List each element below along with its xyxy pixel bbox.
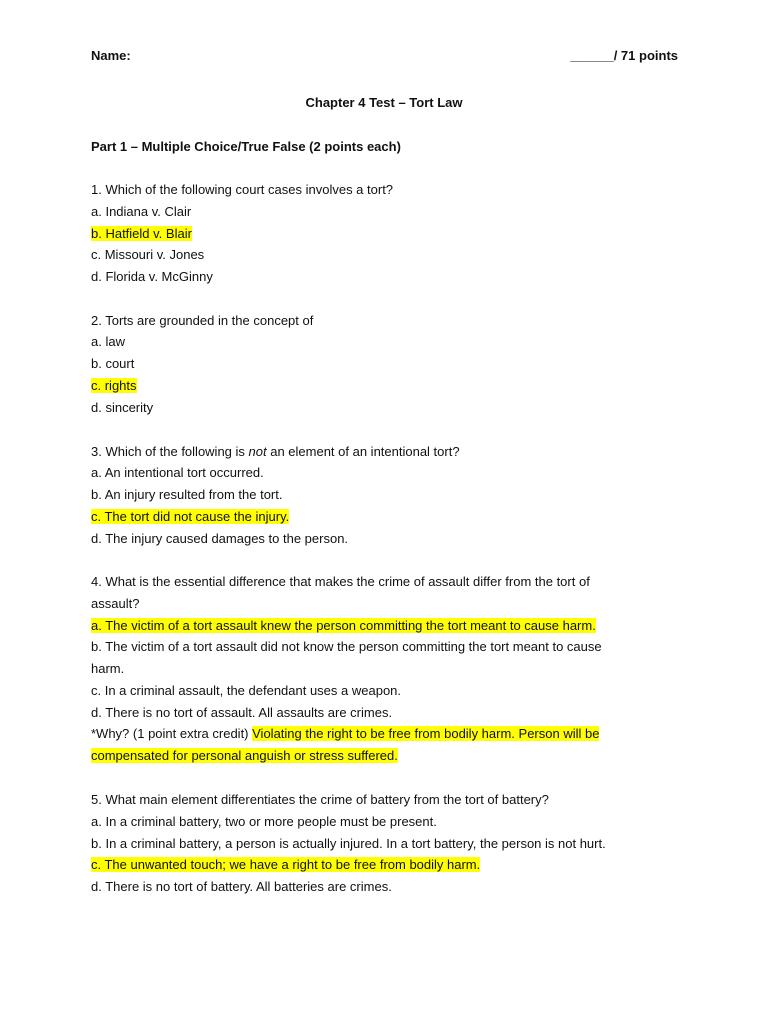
points-total: ______/ 71 points (570, 48, 678, 63)
q3-option-c (91, 508, 289, 526)
q4-option-a (91, 617, 596, 635)
q4-option-b-line-2: harm. (91, 661, 125, 676)
test-title: Chapter 4 Test – Tort Law (305, 95, 463, 110)
q1-option-a: a. Indiana v. Clair (91, 204, 192, 219)
q5-option-a: a. In a criminal battery, two or more people must be present. (91, 814, 437, 829)
q1-option-d: d. Florida v. McGinny (91, 269, 213, 284)
q3-option-a: a. An intentional tort occurred. (91, 465, 264, 480)
question-1: 1. Which of the following court cases involves a tort? (91, 182, 394, 197)
q2-option-b: b. court (91, 356, 135, 371)
q5-option-c (91, 856, 480, 874)
q1-option-c: c. Missouri v. Jones (91, 247, 205, 262)
q3-text-pre: 3. Which of the following is (91, 444, 249, 459)
q3-emphasis: not (248, 444, 267, 459)
q4-why-line-1 (91, 725, 599, 743)
question-3 (91, 443, 460, 461)
q4-why-line-2 (91, 747, 398, 765)
q3-text-post: an element of an intentional tort? (266, 444, 460, 459)
question-4-line-1: 4. What is the essential difference that makes the crime of assault differ from the tort of (91, 574, 590, 589)
answer-highlight: a. The victim of a tort assault knew the person committing the tort meant to cause harm. (91, 618, 596, 633)
name-label: Name: (91, 48, 131, 63)
part-heading: Part 1 – Multiple Choice/True False (2 points each) (91, 139, 401, 154)
question-4-line-2: assault? (91, 596, 140, 611)
answer-highlight: c. The tort did not cause the injury. (91, 509, 290, 524)
q4-option-d: d. There is no tort of assault. All assaults are crimes. (91, 705, 393, 720)
answer-highlight: c. The unwanted touch; we have a right to be free from bodily harm. (91, 857, 481, 872)
q5-option-b: b. In a criminal battery, a person is actually injured. In a tort battery, the person is not hurt. (91, 836, 606, 851)
q2-option-d: d. sincerity (91, 400, 154, 415)
why-label: *Why? (1 point extra credit) (91, 726, 253, 741)
q1-option-b (91, 225, 192, 243)
q2-option-c (91, 377, 137, 395)
answer-highlight: c. rights (91, 378, 137, 393)
q4-option-c: c. In a criminal assault, the defendant uses a weapon. (91, 683, 402, 698)
q5-option-d: d. There is no tort of battery. All batteries are crimes. (91, 879, 392, 894)
answer-highlight: b. Hatfield v. Blair (91, 226, 192, 241)
question-5: 5. What main element differentiates the crime of battery from the tort of battery? (91, 792, 549, 807)
q2-option-a: a. law (91, 334, 125, 349)
q3-option-d: d. The injury caused damages to the person. (91, 531, 349, 546)
q3-option-b: b. An injury resulted from the tort. (91, 487, 283, 502)
question-2: 2. Torts are grounded in the concept of (91, 313, 314, 328)
why-answer-highlight: compensated for personal anguish or stress suffered. (91, 748, 398, 763)
q4-option-b-line-1: b. The victim of a tort assault did not know the person committing the tort meant to cause (91, 639, 602, 654)
why-answer-highlight: Violating the right to be free from bodily harm. Person will be (252, 726, 600, 741)
